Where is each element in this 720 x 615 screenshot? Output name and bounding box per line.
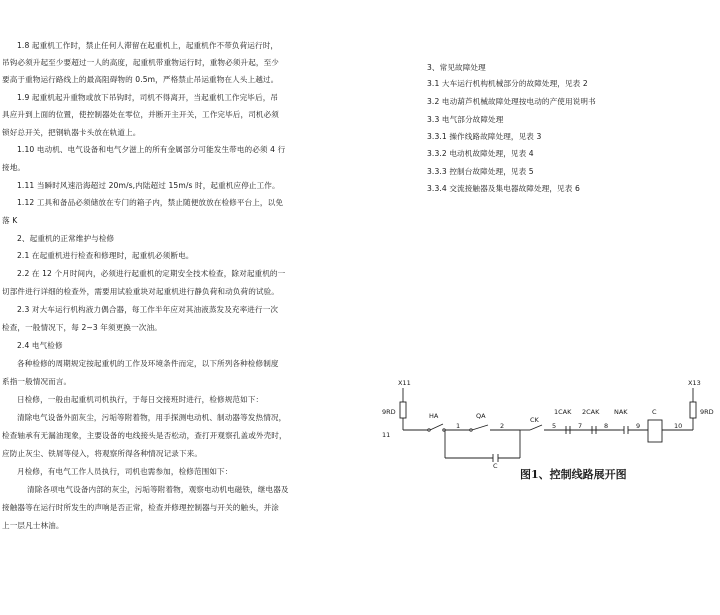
label-node-2: 2 bbox=[500, 422, 505, 430]
label-x13: X13 bbox=[688, 379, 701, 387]
section-text-line: 3.3 电气部分故障处理 bbox=[427, 115, 504, 124]
body-text-line: 切部件进行详细的检查外，需要用试验重块对起重机进行静负荷和动负荷的试验。 bbox=[2, 287, 279, 296]
section-text-line: 3.2 电动葫芦机械故障处理按电动的产使用说明书 bbox=[427, 97, 596, 106]
body-text-line: 各种检修的周期规定按起重机的工作及环境条件而定，以下所列各种检修制度 bbox=[17, 359, 279, 368]
body-text-line: 接地。 bbox=[2, 163, 26, 172]
body-text-line: 接触器等在运行时所发生的声响是否正常，检查并修理控制器与开关的触头，并涂 bbox=[2, 503, 279, 512]
label-node-9: 9 bbox=[636, 422, 641, 430]
section-text-line: 3.3.2 电动机故障处理，见表 4 bbox=[427, 149, 534, 158]
body-text-line: 1.11 当瞬时风速沿海超过 20m/s,内陆超过 15m/s 时，起重机应停止工作。 bbox=[17, 181, 280, 190]
label-1cak: 1CAK bbox=[554, 408, 572, 416]
body-text-line: 要高于重物运行路线上的最高阻碍物的 0.5m，严格禁止吊运重物在人头上越过。 bbox=[2, 75, 279, 84]
label-9rd-left: 9RD bbox=[382, 408, 396, 416]
section-text-line: 3.3.1 操作线路故障处理，见表 3 bbox=[427, 132, 542, 141]
body-text-line: 2.1 在起重机进行检查和修理时，起重机必须断电。 bbox=[17, 251, 194, 260]
label-2cak: 2CAK bbox=[582, 408, 600, 416]
label-coil-c: C bbox=[652, 408, 657, 416]
body-text-line: 落 K bbox=[2, 216, 18, 225]
body-text-line: 1.12 工具和备品必须储放在专门的箱子内，禁止随便放放在检修平台上，以免 bbox=[17, 198, 284, 207]
body-text-line: 1.8 起重机工作时，禁止任何人滞留在起重机上，起重机作不带负荷运行时， bbox=[17, 41, 279, 50]
section-text-line: 3.3.3 控制台故障处理，见表 5 bbox=[427, 167, 534, 176]
body-text-line: 清除各项电气设备内部的灰尘，污垢等附着物，观察电动机电磁铁，继电器及 bbox=[27, 485, 289, 494]
body-text-line: 2.3 对大车运行机构液力偶合器，每工作半年应对其油液蒸发及充率进行一次 bbox=[17, 305, 279, 314]
label-x11: X11 bbox=[398, 379, 411, 387]
body-text-line: 检查，一般情况下，每 2~3 年须更换一次油。 bbox=[2, 323, 162, 332]
body-text-line: 2.2 在 12 个月时间内，必须进行起重机的定期安全技术检查，除对起重机的一 bbox=[17, 269, 286, 278]
body-text-line: 吊钩必须升起至少要超过一人的高度，起重机带重物运行时，重物必须升起，至少 bbox=[2, 58, 279, 67]
label-node-10: 10 bbox=[674, 422, 683, 430]
label-ck: CK bbox=[530, 416, 539, 424]
body-text-line: 1.10 电动机、电气设备和电气夕滋上的所有金属部分可能发生带电的必须 4 行 bbox=[17, 145, 286, 154]
body-text-line: 2.4 电气检修 bbox=[17, 341, 63, 350]
label-ha: HA bbox=[429, 412, 439, 420]
label-9rd-right: 9RD bbox=[700, 408, 714, 416]
body-text-line: 具应升到上面的位置，使控制器处在零位，并断开主开关，工作完毕后，司机必须 bbox=[2, 110, 279, 119]
body-text-line: 应防止灰尘、铁屑等侵入，将观察所得各种情况记录下来。 bbox=[2, 449, 203, 458]
section-text-line: 3.1 大车运行机构机械部分的故障处理，见表 2 bbox=[427, 79, 588, 88]
circuit-schematic bbox=[370, 370, 720, 470]
body-text-line: 1.9 起重机起升重物或放下吊钩时，司机不得离开，当起重机工作完毕后，吊 bbox=[17, 93, 279, 102]
label-nak: NAK bbox=[614, 408, 628, 416]
label-c-contact: C bbox=[493, 462, 498, 470]
body-text-line: 月检修，有电气工作人员执行，司机也需参加，检修范围如下： bbox=[17, 467, 233, 476]
label-node-1: 1 bbox=[456, 422, 461, 430]
body-text-line: 日检修，一般由起重机司机执行，于每日交接班时进行，检修规范如下： bbox=[17, 395, 264, 404]
label-qa: QA bbox=[476, 412, 486, 420]
label-node-8: 8 bbox=[604, 422, 609, 430]
section-text-line: 3、常见故障处理 bbox=[427, 63, 486, 72]
body-text-line: 2、起重机的正常维护与检修 bbox=[17, 234, 115, 243]
body-text-line: 清除电气设备外面灰尘，污垢等附着物，用手探测电动机、制动器等发热情况， bbox=[17, 413, 287, 422]
body-text-line: 检查轴承有无漏油现象，主要设备的电线接头是否松动，查打开观察孔盖或外壳时， bbox=[2, 431, 287, 440]
body-text-line: 上一层凡士林油。 bbox=[2, 521, 64, 530]
body-text-line: 系指一般情况而言。 bbox=[2, 377, 72, 386]
label-node-11: 11 bbox=[382, 431, 391, 439]
label-node-5: 5 bbox=[552, 422, 557, 430]
body-text-line: 锁好总开关，把钢轨器卡头放在轨道上。 bbox=[2, 128, 141, 137]
section-text-line: 3.3.4 交流接触器及集电器故障处理，见表 6 bbox=[427, 184, 580, 193]
figure-caption: 图1、控制线路展开图 bbox=[520, 468, 627, 481]
label-node-7: 7 bbox=[578, 422, 583, 430]
